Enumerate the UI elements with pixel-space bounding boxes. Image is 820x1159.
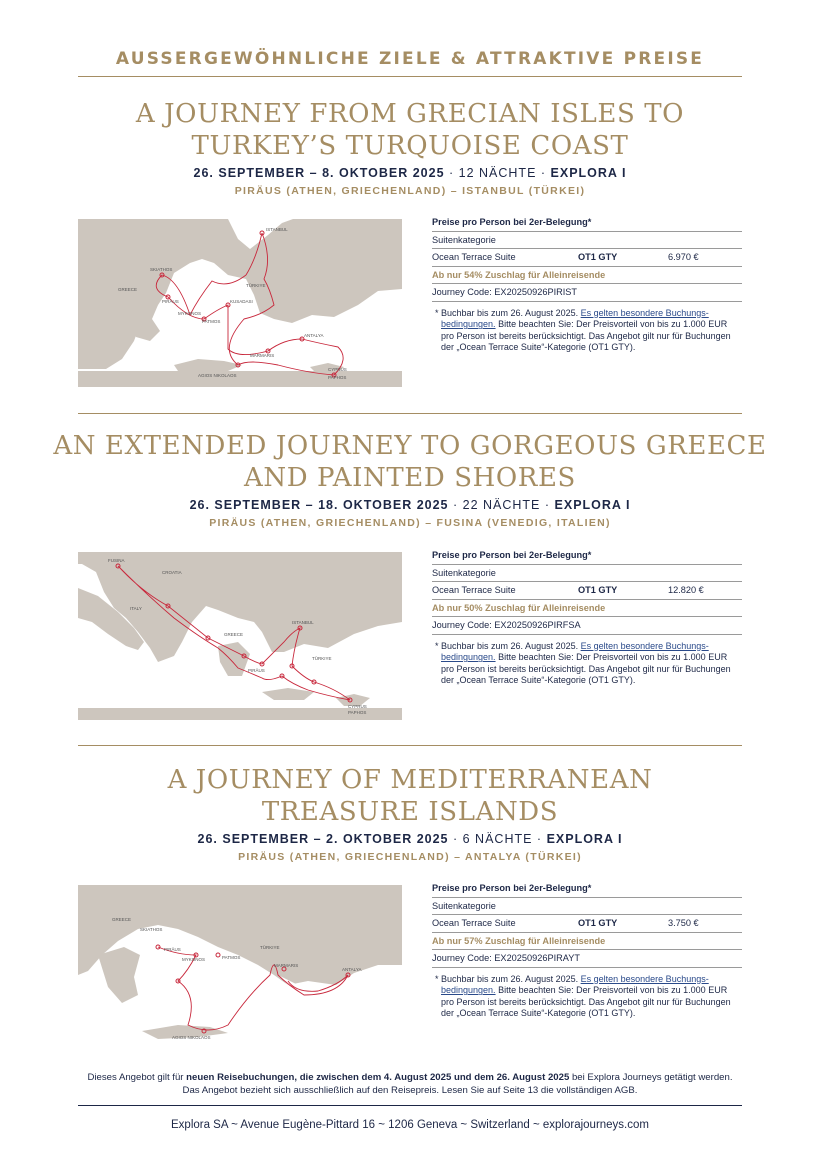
section-divider	[78, 745, 742, 746]
journey-title-line-2: TREASURE ISLANDS	[261, 797, 559, 827]
map-label: PATMOS	[202, 319, 221, 324]
booking-conditions-link[interactable]: Es gelten besondere Buchungs-bedingungen.	[441, 307, 709, 330]
category-label: Suitenkategorie	[432, 565, 742, 583]
map-label: PIRÄUS	[162, 299, 179, 304]
map-label: TÜRKIYE	[260, 945, 280, 950]
journey-2	[0, 430, 820, 529]
footer-note-text: Dieses Angebot gilt für	[87, 1072, 184, 1083]
single-supplement: Ab nur 54% Zuschlag für Alleinreisende	[432, 267, 742, 285]
journey-dates: 26. SEPTEMBER – 8. OKTOBER 2025 · 12 NÄCHTE · EXPLORA I	[193, 166, 627, 180]
note-text-2: Bitte beachten Sie: Der Preisvorteil von bis zu 1.000 EUR pro Person ist bereits berücksichtigt. Das Angebot gilt nur für Buchungen der „Ocean Terrace Suite“-Kategorie (OT1 GTY).	[441, 319, 731, 353]
note-text-2: Bitte beachten Sie: Der Preisvorteil von bis zu 1.000 EUR pro Person ist bereits berücksichtigt. Das Angebot gilt nur für Buchungen der „Ocean Terrace Suite“-Kategorie (OT1 GTY).	[441, 652, 731, 686]
route-map-2	[78, 552, 402, 720]
page-header-title: AUSSERGEWÖHNLICHE ZIELE & ATTRAKTIVE PREISE	[115, 49, 705, 69]
map-label: GREECE	[112, 917, 132, 922]
map-label: PATMOS	[222, 955, 241, 960]
footer-divider	[78, 1105, 742, 1106]
journey-title	[0, 764, 820, 828]
note-text-2: Bitte beachten Sie: Der Preisvorteil von bis zu 1.000 EUR pro Person ist bereits berücksichtigt. Das Angebot gilt nur für Buchungen der „Ocean Terrace Suite“-Kategorie (OT1 GTY).	[441, 985, 731, 1019]
price-row	[432, 582, 742, 600]
date-range: 26. SEPTEMBER – 18. OKTOBER 2025	[189, 498, 449, 512]
journey-3	[0, 764, 820, 863]
journey-title-line-2: AND PAINTED SHORES	[244, 463, 576, 493]
price-table-3	[432, 880, 742, 1020]
journey-code: Journey Code: EX20250926PIRIST	[432, 284, 742, 302]
map-label: MYKONOS	[178, 311, 202, 316]
suite-name: Ocean Terrace Suite	[432, 585, 516, 595]
journey-title	[0, 430, 820, 494]
map-label: GREECE	[224, 632, 244, 637]
map-label: PAPHOS	[328, 375, 347, 380]
map-label: TÜRKIYE	[312, 656, 332, 661]
footer-note-text-2: bei Explora Journeys getätigt werden. Das Angebot bezieht sich ausschließlich auf den Reisepreis. Lesen Sie auf Seite 13 die vollständigen AGB.	[182, 1072, 733, 1096]
category-label: Suitenkategorie	[432, 232, 742, 250]
date-range: 26. SEPTEMBER – 2. OKTOBER 2025	[197, 832, 449, 846]
ship-name: EXPLORA I	[550, 166, 627, 180]
booking-conditions-link[interactable]: Es gelten besondere Buchungs-bedingungen.	[441, 973, 709, 996]
suite-code: OT1 GTY	[578, 918, 618, 928]
map-label: SKIATHOS	[140, 927, 163, 932]
suite-price: 6.970 €	[668, 252, 699, 262]
suite-name: Ocean Terrace Suite	[432, 918, 516, 928]
map-label: FUSINA	[108, 558, 125, 563]
map-label: ITALY	[130, 606, 142, 611]
note-text: Buchbar bis zum 26. August 2025.	[441, 307, 579, 318]
map-label: TÜRKIYE	[246, 283, 266, 288]
ship-name: EXPLORA I	[546, 832, 623, 846]
route-map-1	[78, 219, 402, 387]
map-label: PAPHOS	[348, 710, 367, 715]
map-label: CYPRUS	[328, 367, 347, 372]
price-table-1	[432, 214, 742, 354]
nights: 6 NÄCHTE	[462, 832, 533, 846]
section-divider	[78, 413, 742, 414]
note-text: Buchbar bis zum 26. August 2025.	[441, 640, 579, 651]
suite-price: 12.820 €	[668, 585, 704, 595]
journey-code: Journey Code: EX20250926PIRFSA	[432, 617, 742, 635]
journey-dates: 26. SEPTEMBER – 2. OKTOBER 2025 · 6 NÄCHTE · EXPLORA I	[197, 832, 623, 846]
booking-note: * Buchbar bis zum 26. August 2025. Es gelten besondere Buchungs-bedingungen. Bitte beachten Sie: Der Preisvorteil von bis zu 1.000 EUR pro Person ist bereits berücksichtigt. Das Angebot gilt nur für Buchungen der „Ocean Terrace Suite“-Kategorie (OT1 GTY).	[435, 640, 731, 686]
journey-route: PIRÄUS (ATHEN, GRIECHENLAND) – ANTALYA (TÜRKEI)	[238, 851, 582, 863]
map-label: MARMARIS	[250, 353, 275, 358]
map-label: SKIATHOS	[150, 267, 173, 272]
map-label: ISTANBUL	[292, 620, 314, 625]
map-label: ISTANBUL	[266, 227, 288, 232]
map-label: AGIOS NIKOLAOS	[198, 373, 237, 378]
journey-dates: 26. SEPTEMBER – 18. OKTOBER 2025 · 22 NÄCHTE · EXPLORA I	[189, 498, 631, 512]
note-text: Buchbar bis zum 26. August 2025.	[441, 973, 579, 984]
journey-title	[0, 98, 820, 162]
single-supplement: Ab nur 57% Zuschlag für Alleinreisende	[432, 933, 742, 951]
price-row	[432, 249, 742, 267]
suite-code: OT1 GTY	[578, 585, 618, 595]
footer-note-bold: neuen Reisebuchungen, die zwischen dem 4. August 2025 und dem 26. August 2025	[186, 1072, 570, 1083]
date-range: 26. SEPTEMBER – 8. OKTOBER 2025	[193, 166, 445, 180]
company-address: Explora SA ~ Avenue Eugène-Pittard 16 ~ 1206 Geneva ~ Switzerland ~ explorajourneys.com	[171, 1119, 649, 1131]
offer-conditions-note	[78, 1071, 742, 1097]
map-label: CROATIA	[162, 570, 182, 575]
map-label: CYPRUS	[348, 704, 367, 709]
single-supplement: Ab nur 50% Zuschlag für Alleinreisende	[432, 600, 742, 618]
map-label: ANTALYA	[304, 333, 324, 338]
price-header: Preise pro Person bei 2er-Belegung*	[432, 214, 742, 232]
category-label: Suitenkategorie	[432, 898, 742, 916]
nights: 12 NÄCHTE	[458, 166, 537, 180]
price-table-2	[432, 547, 742, 687]
map-label: KUSADASI	[230, 299, 253, 304]
journey-route: PIRÄUS (ATHEN, GRIECHENLAND) – FUSINA (VENEDIG, ITALIEN)	[209, 517, 611, 529]
suite-name: Ocean Terrace Suite	[432, 252, 516, 262]
header-divider	[78, 76, 742, 77]
journey-1	[0, 98, 820, 197]
route-map-3	[78, 885, 402, 1053]
booking-note: * Buchbar bis zum 26. August 2025. Es gelten besondere Buchungs-bedingungen. Bitte beachten Sie: Der Preisvorteil von bis zu 1.000 EUR pro Person ist bereits berücksichtigt. Das Angebot gilt nur für Buchungen der „Ocean Terrace Suite“-Kategorie (OT1 GTY).	[435, 973, 731, 1019]
map-label: PIRÄUS	[248, 668, 265, 673]
map-label: PIRÄUS	[164, 947, 181, 952]
map-label: MARMARIS	[274, 963, 299, 968]
journey-code: Journey Code: EX20250926PIRAYT	[432, 950, 742, 968]
suite-price: 3.750 €	[668, 918, 699, 928]
map-label: ANTALYA	[342, 967, 362, 972]
journey-title-line-1: AN EXTENDED JOURNEY TO GORGEOUS GREECE	[53, 431, 767, 461]
ship-name: EXPLORA I	[554, 498, 631, 512]
booking-conditions-link[interactable]: Es gelten besondere Buchungs-bedingungen.	[441, 640, 709, 663]
price-header: Preise pro Person bei 2er-Belegung*	[432, 880, 742, 898]
journey-title-line-2: TURKEY’S TURQUOISE COAST	[191, 131, 629, 161]
price-row	[432, 915, 742, 933]
map-label: GREECE	[118, 287, 138, 292]
nights: 22 NÄCHTE	[462, 498, 541, 512]
price-header: Preise pro Person bei 2er-Belegung*	[432, 547, 742, 565]
map-label: AGIOS NIKOLAOS	[172, 1035, 211, 1040]
suite-code: OT1 GTY	[578, 252, 618, 262]
journey-title-line-1: A JOURNEY FROM GRECIAN ISLES TO	[135, 99, 685, 129]
journey-route: PIRÄUS (ATHEN, GRIECHENLAND) – ISTANBUL (TÜRKEI)	[234, 185, 586, 197]
journey-title-line-1: A JOURNEY OF MEDITERRANEAN	[167, 765, 653, 795]
booking-note: * Buchbar bis zum 26. August 2025. Es gelten besondere Buchungs-bedingungen. Bitte beachten Sie: Der Preisvorteil von bis zu 1.000 EUR pro Person ist bereits berücksichtigt. Das Angebot gilt nur für Buchungen der „Ocean Terrace Suite“-Kategorie (OT1 GTY).	[435, 307, 731, 353]
map-label: MYKONOS	[182, 957, 206, 962]
